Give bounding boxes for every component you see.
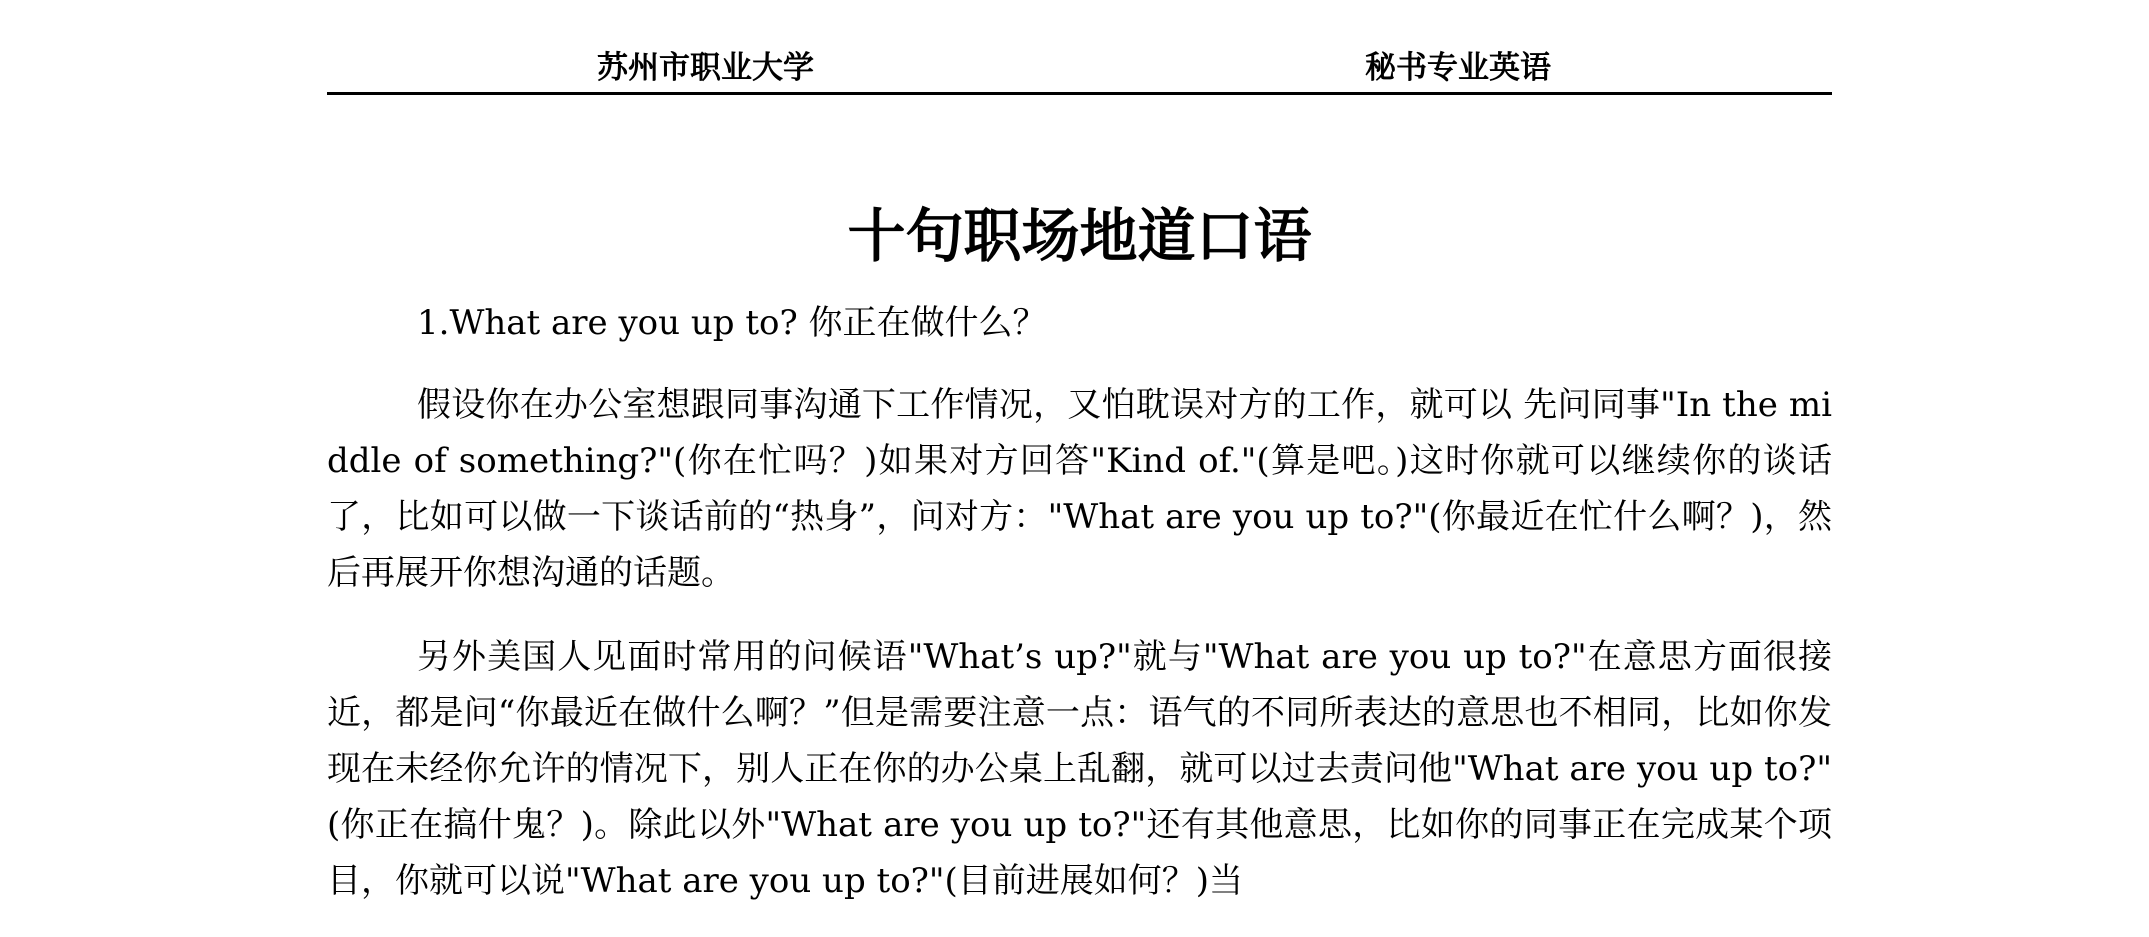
header-institution: 苏州市职业大学 bbox=[597, 50, 814, 86]
paragraph: 另外美国人见面时常用的问候语"What’s up?"就与"What are you up to?"在意思方面很接近，都是问“你最近在做什么啊？”但是需要注意一点：语气的不同所表达的意思也不相同，比如你发现在未经你允许的情况下，别人正在你的办公桌上乱翻，就可以过去责问他"What are you up to?"(你正在搞什鬼？)。除此以外"What are you up to?"还有其他意思，比如你的同事正在完成某个项目，你就可以说"What are you up to?"(目前进展如何？)当 bbox=[327, 637, 1832, 901]
paragraph: 假设你在办公室想跟同事沟通下工作情况，又怕耽误对方的工作，就可以 先问同事"In the middle of something?"(你在忙吗？)如果对方回答"Kind of."(算是吧。)这时你就可以继续你的谈话了，比如可以做一下谈话前的“热身”，问对方："What are you up to?"(你最近在忙什么啊？)，然后再展开你想沟通的话题。 bbox=[327, 385, 1832, 593]
header-course: 秘书专业英语 bbox=[1365, 50, 1551, 86]
page-header bbox=[327, 48, 1832, 95]
document-title: 十句职场地道口语 bbox=[847, 202, 1312, 270]
item-heading: 1.What are you up to? 你正在做什么？ bbox=[417, 303, 1047, 343]
document-body bbox=[327, 295, 1832, 937]
